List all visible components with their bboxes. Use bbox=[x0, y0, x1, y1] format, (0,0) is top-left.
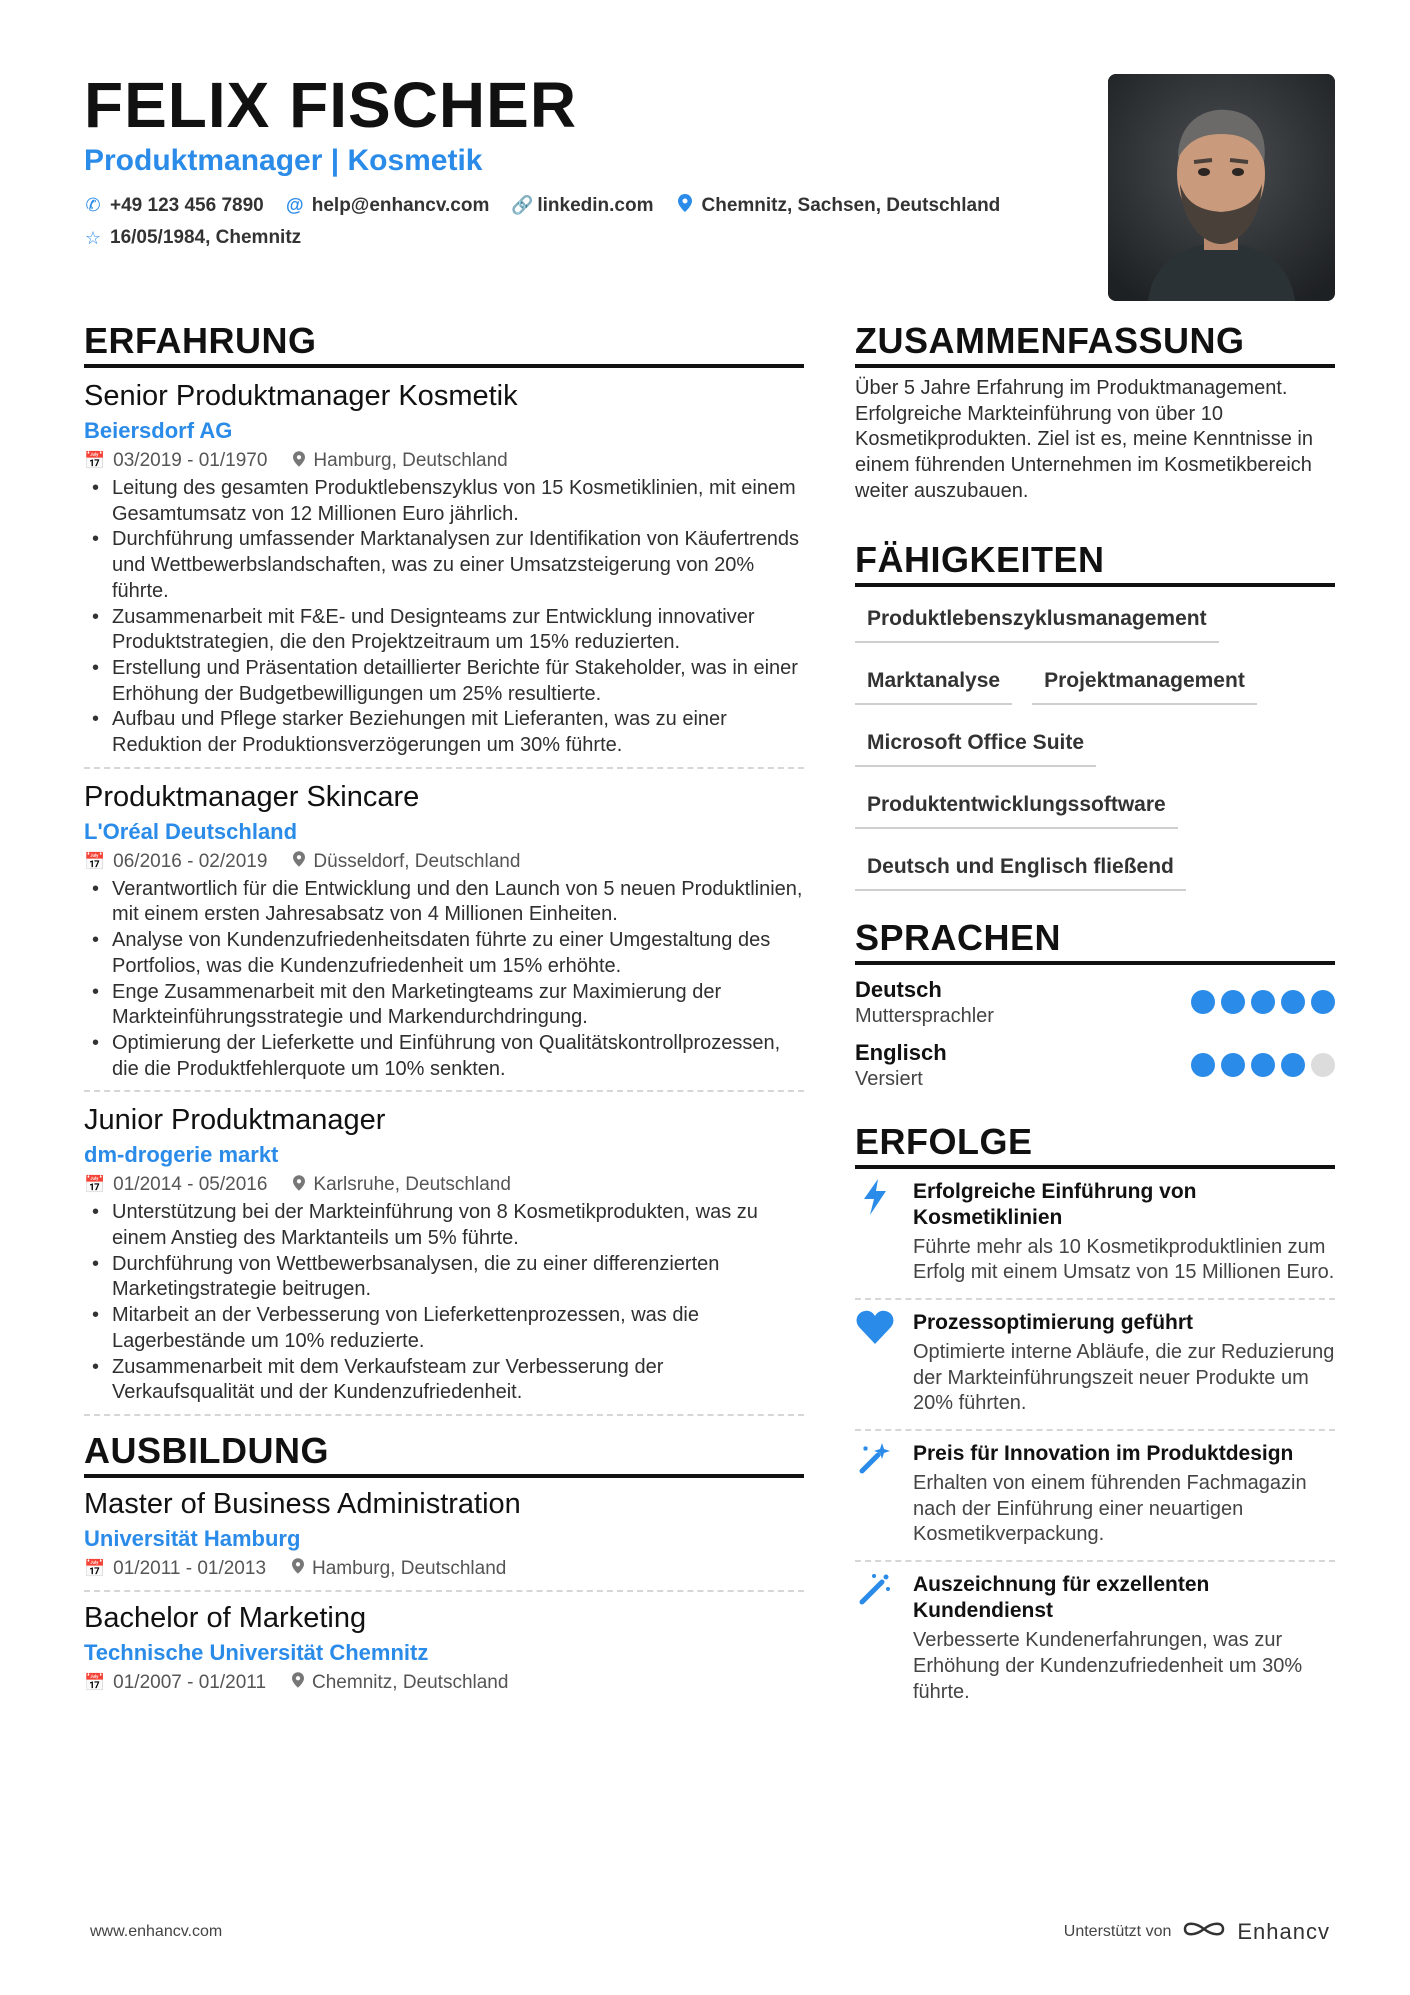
calendar-icon: 📅 bbox=[84, 1175, 106, 1195]
powered-by-text: Unterstützt von bbox=[1063, 1922, 1172, 1940]
education-meta bbox=[84, 1672, 804, 1694]
language-entry bbox=[855, 977, 1335, 1028]
languages-heading: SPRACHEN bbox=[855, 917, 1335, 965]
job-bullets bbox=[84, 1200, 804, 1406]
bullet-item: • Enge Zusammenarbeit mit den Marketingteams zur Maximierung der Markteinführungsstrategie und Markendurchdringung. bbox=[84, 980, 804, 1031]
company-name: L'Oréal Deutschland bbox=[84, 818, 298, 844]
location-pin-icon bbox=[293, 1175, 305, 1196]
location-pin-icon bbox=[292, 1672, 304, 1693]
contact-email[interactable] bbox=[286, 194, 490, 217]
magic-wand-icon bbox=[855, 1572, 895, 1705]
achievement-desc: Erhalten von einem führenden Fachmagazin nach der Einführung einer neuartigen Kosmetikverpackung. bbox=[913, 1472, 1307, 1546]
job-meta bbox=[84, 450, 804, 472]
job-dates: 03/2019 - 01/1970 bbox=[113, 450, 268, 471]
achievement-entry bbox=[855, 1300, 1335, 1431]
at-icon: @ bbox=[285, 195, 304, 215]
calendar-icon: 📅 bbox=[84, 1558, 106, 1578]
job-title: Junior Produktmanager bbox=[84, 1104, 386, 1137]
rating-dot bbox=[1221, 1053, 1245, 1077]
company-name: dm-drogerie markt bbox=[84, 1142, 279, 1168]
education-heading: AUSBILDUNG bbox=[84, 1430, 804, 1478]
experience-heading: ERFAHRUNG bbox=[84, 320, 804, 368]
language-entry bbox=[855, 1040, 1335, 1091]
bullet-item: • Zusammenarbeit mit dem Verkaufsteam zur Verbesserung der Verkaufsqualität und der Kundenzufriedenheit. bbox=[84, 1355, 804, 1406]
skill-tag: Marktanalyse bbox=[855, 663, 1012, 705]
achievement-title: Preis für Innovation im Produktdesign bbox=[913, 1442, 1294, 1466]
education-meta bbox=[84, 1558, 804, 1580]
school-name: Universität Hamburg bbox=[84, 1525, 301, 1551]
job-title: Produktmanager Skincare bbox=[84, 780, 420, 813]
left-column bbox=[84, 320, 804, 1704]
location-pin-icon bbox=[293, 451, 305, 472]
job-dates: 06/2016 - 02/2019 bbox=[113, 850, 268, 872]
calendar-icon: 📅 bbox=[84, 451, 106, 470]
achievements-heading: ERFOLGE bbox=[855, 1121, 1335, 1169]
phone-text: +49 123 456 7890 bbox=[110, 194, 264, 216]
job-meta bbox=[84, 851, 804, 873]
achievement-title: Auszeichnung für exzellenten Kundendienst bbox=[913, 1573, 1210, 1623]
language-name: Deutsch bbox=[855, 976, 942, 1002]
achievement-title: Prozessoptimierung geführt bbox=[913, 1310, 1194, 1334]
candidate-name: FELIX FISCHER bbox=[84, 69, 578, 141]
bullet-item: • Analyse von Kundenzufriedenheitsdaten führte zu einer Umgestaltung des Portfolios, was die Kundenzufriedenheit um 15% erhöhte. bbox=[84, 928, 804, 979]
language-rating bbox=[1191, 1053, 1335, 1077]
rating-dot bbox=[1281, 1053, 1305, 1077]
company-name: Beiersdorf AG bbox=[84, 418, 233, 443]
degree-title: Bachelor of Marketing bbox=[84, 1601, 367, 1634]
contact-linkedin[interactable] bbox=[511, 194, 653, 217]
job-location: Karlsruhe, Deutschland bbox=[313, 1174, 511, 1196]
location-pin-icon bbox=[292, 1558, 304, 1579]
bullet-item: • Optimierung der Lieferkette und Einführung von Qualitätskontrollprozessen, die die Produktfehlerquote um 10% senkten. bbox=[84, 1031, 804, 1082]
degree-title: Master of Business Administration bbox=[84, 1487, 521, 1520]
contact-phone[interactable] bbox=[84, 194, 264, 217]
right-column bbox=[855, 320, 1335, 1717]
rating-dot bbox=[1281, 990, 1305, 1014]
contact-birth bbox=[84, 227, 301, 249]
bullet-item: • Mitarbeit an der Verbesserung von Lieferkettenprozessen, was die Lagerbestände um 10% reduzierte. bbox=[84, 1303, 804, 1354]
job-dates: 01/2014 - 05/2016 bbox=[113, 1174, 268, 1196]
achievement-title: Erfolgreiche Einführung von Kosmetiklinien bbox=[913, 1179, 1197, 1229]
heart-icon bbox=[855, 1310, 895, 1417]
email-text: help@enhancv.com bbox=[311, 194, 490, 216]
bullet-item: • Durchführung von Wettbewerbsanalysen, die zu einer differenzierten Marketingstrategie beitrugen. bbox=[84, 1252, 804, 1303]
education-entry bbox=[84, 1478, 804, 1592]
bullet-item: • Zusammenarbeit mit F&E- und Designteams zur Entwicklung innovativer Produktstrategien, die den Projektzeitraum um 15% reduzierten. bbox=[84, 605, 804, 656]
job-entry bbox=[84, 368, 804, 769]
rating-dot bbox=[1311, 1053, 1335, 1077]
education-dates: 01/2007 - 01/2011 bbox=[113, 1671, 267, 1693]
profile-photo bbox=[1108, 74, 1335, 301]
job-location: Düsseldorf, Deutschland bbox=[313, 850, 521, 872]
bullet-item: • Unterstützung bei der Markteinführung von 8 Kosmetikprodukten, was zu einem Anstieg des Marktanteils um 5% führte. bbox=[84, 1200, 804, 1251]
location-text: Chemnitz, Sachsen, Deutschland bbox=[701, 194, 1001, 216]
skill-tag: Deutsch und Englisch fließend bbox=[855, 849, 1186, 891]
skills-list bbox=[855, 601, 1335, 891]
bullet-item: • Leitung des gesamten Produktlebenszyklus von 15 Kosmetiklinien, mit einem Gesamtumsatz von 12 Millionen Euro jährlich. bbox=[84, 476, 804, 527]
achievement-entry bbox=[855, 1562, 1335, 1717]
page-footer bbox=[90, 1918, 1330, 1945]
footer-url[interactable]: www.enhancv.com bbox=[90, 1922, 223, 1940]
education-entry bbox=[84, 1592, 804, 1704]
location-pin-icon bbox=[676, 194, 694, 217]
star-wand-icon bbox=[855, 1441, 895, 1548]
rating-dot bbox=[1191, 1053, 1215, 1077]
contact-location bbox=[676, 194, 1001, 217]
rating-dot bbox=[1221, 990, 1245, 1014]
language-level: Muttersprachler bbox=[855, 1004, 994, 1027]
achievement-desc: Führte mehr als 10 Kosmetikproduktlinien zum Erfolg mit einem Umsatz von 15 Millionen Euro. bbox=[913, 1235, 1335, 1284]
star-icon: ☆ bbox=[84, 227, 102, 248]
rating-dot bbox=[1191, 990, 1215, 1014]
skill-tag: Produktlebenszyklusmanagement bbox=[855, 601, 1219, 643]
job-entry bbox=[84, 1092, 804, 1416]
job-entry bbox=[84, 769, 804, 1093]
summary-heading: ZUSAMMENFASSUNG bbox=[855, 320, 1335, 368]
education-location: Hamburg, Deutschland bbox=[312, 1557, 507, 1579]
job-location: Hamburg, Deutschland bbox=[313, 450, 508, 471]
summary-text: Über 5 Jahre Erfahrung im Produktmanagement. Erfolgreiche Markteinführung von über 10 Kosmetikprodukten. Ziel ist es, meine Kenntnisse in einem führenden Unternehmen im Kosmetikbereich weiter auszubauen. bbox=[855, 377, 1313, 502]
brand-name: Enhancv bbox=[1237, 1918, 1330, 1944]
contact-list bbox=[84, 194, 1084, 249]
bullet-item: • Erstellung und Präsentation detaillierter Berichte für Stakeholder, was in einer Erhöhung der Budgetbewilligungen um 25% resultierte. bbox=[84, 656, 804, 707]
language-name: Englisch bbox=[855, 1039, 947, 1065]
job-bullets bbox=[84, 476, 804, 759]
bullet-item: • Verantwortlich für die Entwicklung und den Launch von 5 neuen Produktlinien, mit einem ersten Jahresabsatz von 4 Millionen Einheiten. bbox=[84, 877, 804, 928]
skills-heading: FÄHIGKEITEN bbox=[855, 539, 1335, 587]
rating-dot bbox=[1251, 1053, 1275, 1077]
location-pin-icon bbox=[293, 851, 305, 872]
bullet-item: • Aufbau und Pflege starker Beziehungen mit Lieferanten, was zu einer Reduktion der Produktionsverzögerungen um 30% führte. bbox=[84, 707, 804, 758]
birth-text: 16/05/1984, Chemnitz bbox=[110, 227, 302, 248]
achievement-desc: Optimierte interne Abläufe, die zur Reduzierung der Markteinführungszeit neuer Produkte um 20% führten. bbox=[913, 1340, 1335, 1415]
achievement-entry bbox=[855, 1169, 1335, 1300]
skill-tag: Produktentwicklungssoftware bbox=[855, 787, 1178, 829]
resume-header bbox=[84, 70, 1084, 249]
lightning-icon bbox=[855, 1179, 895, 1286]
enhancv-logo-icon bbox=[1181, 1918, 1227, 1945]
school-name: Technische Universität Chemnitz bbox=[84, 1639, 429, 1665]
job-bullets bbox=[84, 877, 804, 1083]
job-meta bbox=[84, 1174, 804, 1196]
language-level: Versiert bbox=[855, 1067, 923, 1090]
achievement-entry bbox=[855, 1431, 1335, 1562]
bullet-item: • Durchführung umfassender Marktanalysen zur Identifikation von Käufertrends und Wettbewerbslandschaften, was zu einer Umsatzsteigerung von 20% führte. bbox=[84, 527, 804, 604]
job-title: Senior Produktmanager Kosmetik bbox=[84, 380, 518, 412]
skill-tag: Projektmanagement bbox=[1032, 663, 1257, 705]
footer-brand bbox=[1064, 1918, 1330, 1945]
education-dates: 01/2011 - 01/2013 bbox=[113, 1557, 267, 1579]
rating-dot bbox=[1251, 990, 1275, 1014]
language-rating bbox=[1191, 990, 1335, 1014]
rating-dot bbox=[1311, 990, 1335, 1014]
achievement-desc: Verbesserte Kundenerfahrungen, was zur Erhöhung der Kundenzufriedenheit um 30% führte. bbox=[913, 1629, 1303, 1703]
calendar-icon: 📅 bbox=[84, 851, 106, 871]
education-location: Chemnitz, Deutschland bbox=[312, 1671, 509, 1693]
linkedin-text: linkedin.com bbox=[537, 194, 654, 216]
link-icon: 🔗 bbox=[511, 195, 534, 215]
candidate-title: Produktmanager | Kosmetik bbox=[84, 144, 483, 177]
phone-icon: ✆ bbox=[85, 195, 101, 215]
skill-tag: Microsoft Office Suite bbox=[855, 725, 1096, 767]
calendar-icon: 📅 bbox=[84, 1672, 106, 1692]
